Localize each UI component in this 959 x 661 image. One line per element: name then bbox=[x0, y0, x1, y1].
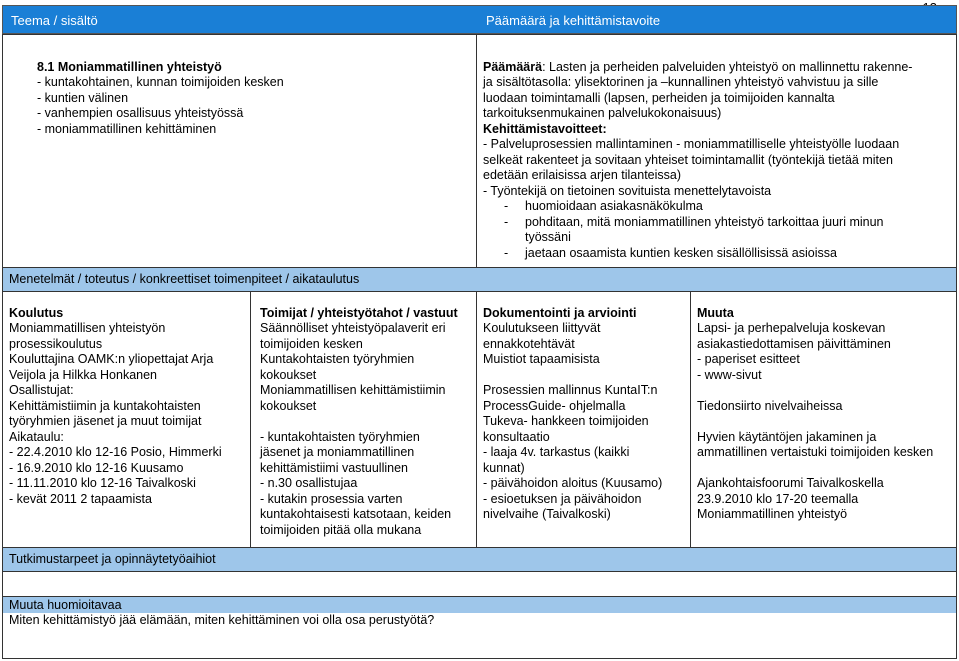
training-line: prosessikoulutus bbox=[9, 337, 103, 351]
training-line: - 22.4.2010 klo 12-16 Posio, Himmerki bbox=[9, 445, 222, 459]
theme-item: - vanhempien osallisuus yhteistyössä bbox=[37, 106, 244, 120]
actors-line: Kuntakohtaisten työryhmien bbox=[260, 352, 415, 366]
other-line: ammatillinen vertaistuki toimijoiden kesken bbox=[697, 445, 934, 459]
actors-line: toimijoiden pitää olla mukana bbox=[260, 523, 422, 537]
actors-line: Säännölliset yhteistyöpalaverit eri bbox=[260, 321, 446, 335]
actors-line: kehittämistiimi vastuullinen bbox=[260, 461, 408, 475]
sub-item: jaetaan osaamista kuntien kesken sisällöllisissä asioissa bbox=[525, 246, 837, 260]
research-needs-title: Tutkimustarpeet ja opinnäytetyöaihiot bbox=[9, 552, 216, 566]
notes-title: Muuta huomioitavaa bbox=[9, 598, 122, 612]
objectives-title: Kehittämistavoitteet: bbox=[483, 122, 607, 136]
research-needs-header bbox=[3, 548, 956, 571]
other-line: - www-sivut bbox=[697, 368, 762, 382]
objective-line: - Työntekijä on tietoinen sovituista menettelytavoista bbox=[483, 184, 772, 198]
other-line: Lapsi- ja perhepalveluja koskevan bbox=[697, 321, 886, 335]
notes-text: Miten kehittämistyö jää elämään, miten kehittäminen voi olla osa perustyötä? bbox=[9, 613, 435, 627]
training-line: - 16.9.2010 klo 12-16 Kuusamo bbox=[9, 461, 184, 475]
objective-line: - Palveluprosessien mallintaminen - moniammatilliselle yhteistyölle luodaan bbox=[483, 137, 900, 151]
actors-line: kokoukset bbox=[260, 368, 317, 382]
sub-item: huomioidaan asiakasnäkökulma bbox=[525, 199, 703, 213]
sub-item: työssäni bbox=[525, 230, 571, 244]
top-divider bbox=[476, 35, 477, 267]
training-line: - kevät 2011 2 tapaamista bbox=[9, 492, 152, 506]
methods-header bbox=[3, 268, 956, 291]
sub-item-dash: - bbox=[504, 199, 509, 213]
theme-item: - moniammatillinen kehittäminen bbox=[37, 122, 217, 136]
objective-line: selkeät rakenteet ja sovitaan yhteiset toimintamallit (työntekijä tietää miten bbox=[483, 153, 893, 167]
training-line: Aikataulu: bbox=[9, 430, 64, 444]
goal-line: tarkoituksenmukainen palvelukokonaisuus) bbox=[483, 106, 722, 120]
training-line: Kouluttajina OAMK:n yliopettajat Arja bbox=[9, 352, 214, 366]
training-line: Veijola ja Hilkka Honkanen bbox=[9, 368, 158, 382]
theme-title: 8.1 Moniammatillinen yhteistyö bbox=[37, 60, 222, 74]
documentation-line: Tukeva- hankkeen toimijoiden bbox=[483, 414, 649, 428]
divider bbox=[3, 571, 956, 572]
other-line: Ajankohtaisfoorumi Taivalkoskella bbox=[697, 476, 884, 490]
training-line: Moniammatillisen yhteistyön bbox=[9, 321, 166, 335]
documentation-line: konsultaatio bbox=[483, 430, 550, 444]
documentation-line: kunnat) bbox=[483, 461, 525, 475]
other-line: 23.9.2010 klo 17-20 teemalla bbox=[697, 492, 859, 506]
column-divider bbox=[476, 291, 477, 547]
documentation-line: - päivähoidon aloitus (Kuusamo) bbox=[483, 476, 663, 490]
actors-line: Moniammatillisen kehittämistiimin bbox=[260, 383, 446, 397]
documentation-line: Prosessien mallinnus KuntaIT:n bbox=[483, 383, 658, 397]
actors-line: - n.30 osallistujaa bbox=[260, 476, 358, 490]
goal-line: ja sisältötasolla: ylisektorinen ja –kunnallinen yhteistyö vahvistuu ja sille bbox=[483, 75, 879, 89]
training-line: - 11.11.2010 klo 12-16 Taivalkoski bbox=[9, 476, 196, 490]
documentation-line: Koulutukseen liittyvät bbox=[483, 321, 601, 335]
other-line: Tiedonsiirto nivelvaiheissa bbox=[697, 399, 843, 413]
objective-line: edetään erilaisissa arjen tilanteissa) bbox=[483, 168, 682, 182]
other-line: asiakastiedottamisen päivittäminen bbox=[697, 337, 891, 351]
training-line: työryhmien jäsenet ja muut toimijat bbox=[9, 414, 202, 428]
goal-label: Päämäärä bbox=[483, 60, 543, 74]
actors-line: kuntakohtaisesti katsotaan, keiden bbox=[260, 507, 452, 521]
documentation-line: Muistiot tapaamisista bbox=[483, 352, 600, 366]
documentation-title: Dokumentointi ja arviointi bbox=[483, 306, 637, 320]
other-line: - paperiset esitteet bbox=[697, 352, 800, 366]
documentation-line: ennakkotehtävät bbox=[483, 337, 575, 351]
training-title: Koulutus bbox=[9, 306, 64, 320]
methods-title: Menetelmät / toteutus / konkreettiset toimenpiteet / aikataulutus bbox=[9, 272, 360, 286]
actors-line: toimijoiden kesken bbox=[260, 337, 363, 351]
documentation-line: ProcessGuide- ohjelmalla bbox=[483, 399, 626, 413]
training-line: Osallistujat: bbox=[9, 383, 74, 397]
sub-item-dash: - bbox=[504, 215, 509, 229]
documentation-line: - esioetuksen ja päivähoidon bbox=[483, 492, 642, 506]
header-bar bbox=[2, 5, 957, 34]
documentation-line: nivelvaihe (Taivalkoski) bbox=[483, 507, 611, 521]
training-line: Kehittämistiimin ja kuntakohtaisten bbox=[9, 399, 201, 413]
sub-item-dash: - bbox=[504, 246, 509, 260]
actors-line: jäsenet ja moniammatillinen bbox=[260, 445, 415, 459]
goal-text: : Lasten ja perheiden palveluiden yhteistyö on mallinnettu rakenne- bbox=[542, 60, 913, 74]
goal-first-line bbox=[483, 60, 912, 75]
actors-line: - kuntakohtaisten työryhmien bbox=[260, 430, 420, 444]
header-theme-label: Teema / sisältö bbox=[11, 13, 98, 28]
actors-line: - kutakin prosessia varten bbox=[260, 492, 403, 506]
actors-title: Toimijat / yhteistyötahot / vastuut bbox=[260, 306, 458, 320]
notes-header bbox=[3, 597, 956, 613]
column-divider bbox=[250, 291, 251, 547]
goal-line: luodaan toimintamalli (lapsen, perheiden ja toimijoiden kannalta bbox=[483, 91, 835, 105]
actors-line: kokoukset bbox=[260, 399, 317, 413]
header-goal-label: Päämäärä ja kehittämistavoite bbox=[486, 13, 661, 28]
sub-item: pohditaan, mitä moniammatillinen yhteistyö tarkoittaa juuri minun bbox=[525, 215, 884, 229]
theme-item: - kuntien välinen bbox=[37, 91, 129, 105]
other-line: Hyvien käytäntöjen jakaminen ja bbox=[697, 430, 877, 444]
divider bbox=[3, 291, 956, 292]
other-title: Muuta bbox=[697, 306, 734, 320]
document-table bbox=[2, 34, 957, 659]
other-line: Moniammatillinen yhteistyö bbox=[697, 507, 848, 521]
column-divider bbox=[690, 291, 691, 547]
documentation-line: - laaja 4v. tarkastus (kaikki bbox=[483, 445, 630, 459]
theme-item: - kuntakohtainen, kunnan toimijoiden kesken bbox=[37, 75, 284, 89]
